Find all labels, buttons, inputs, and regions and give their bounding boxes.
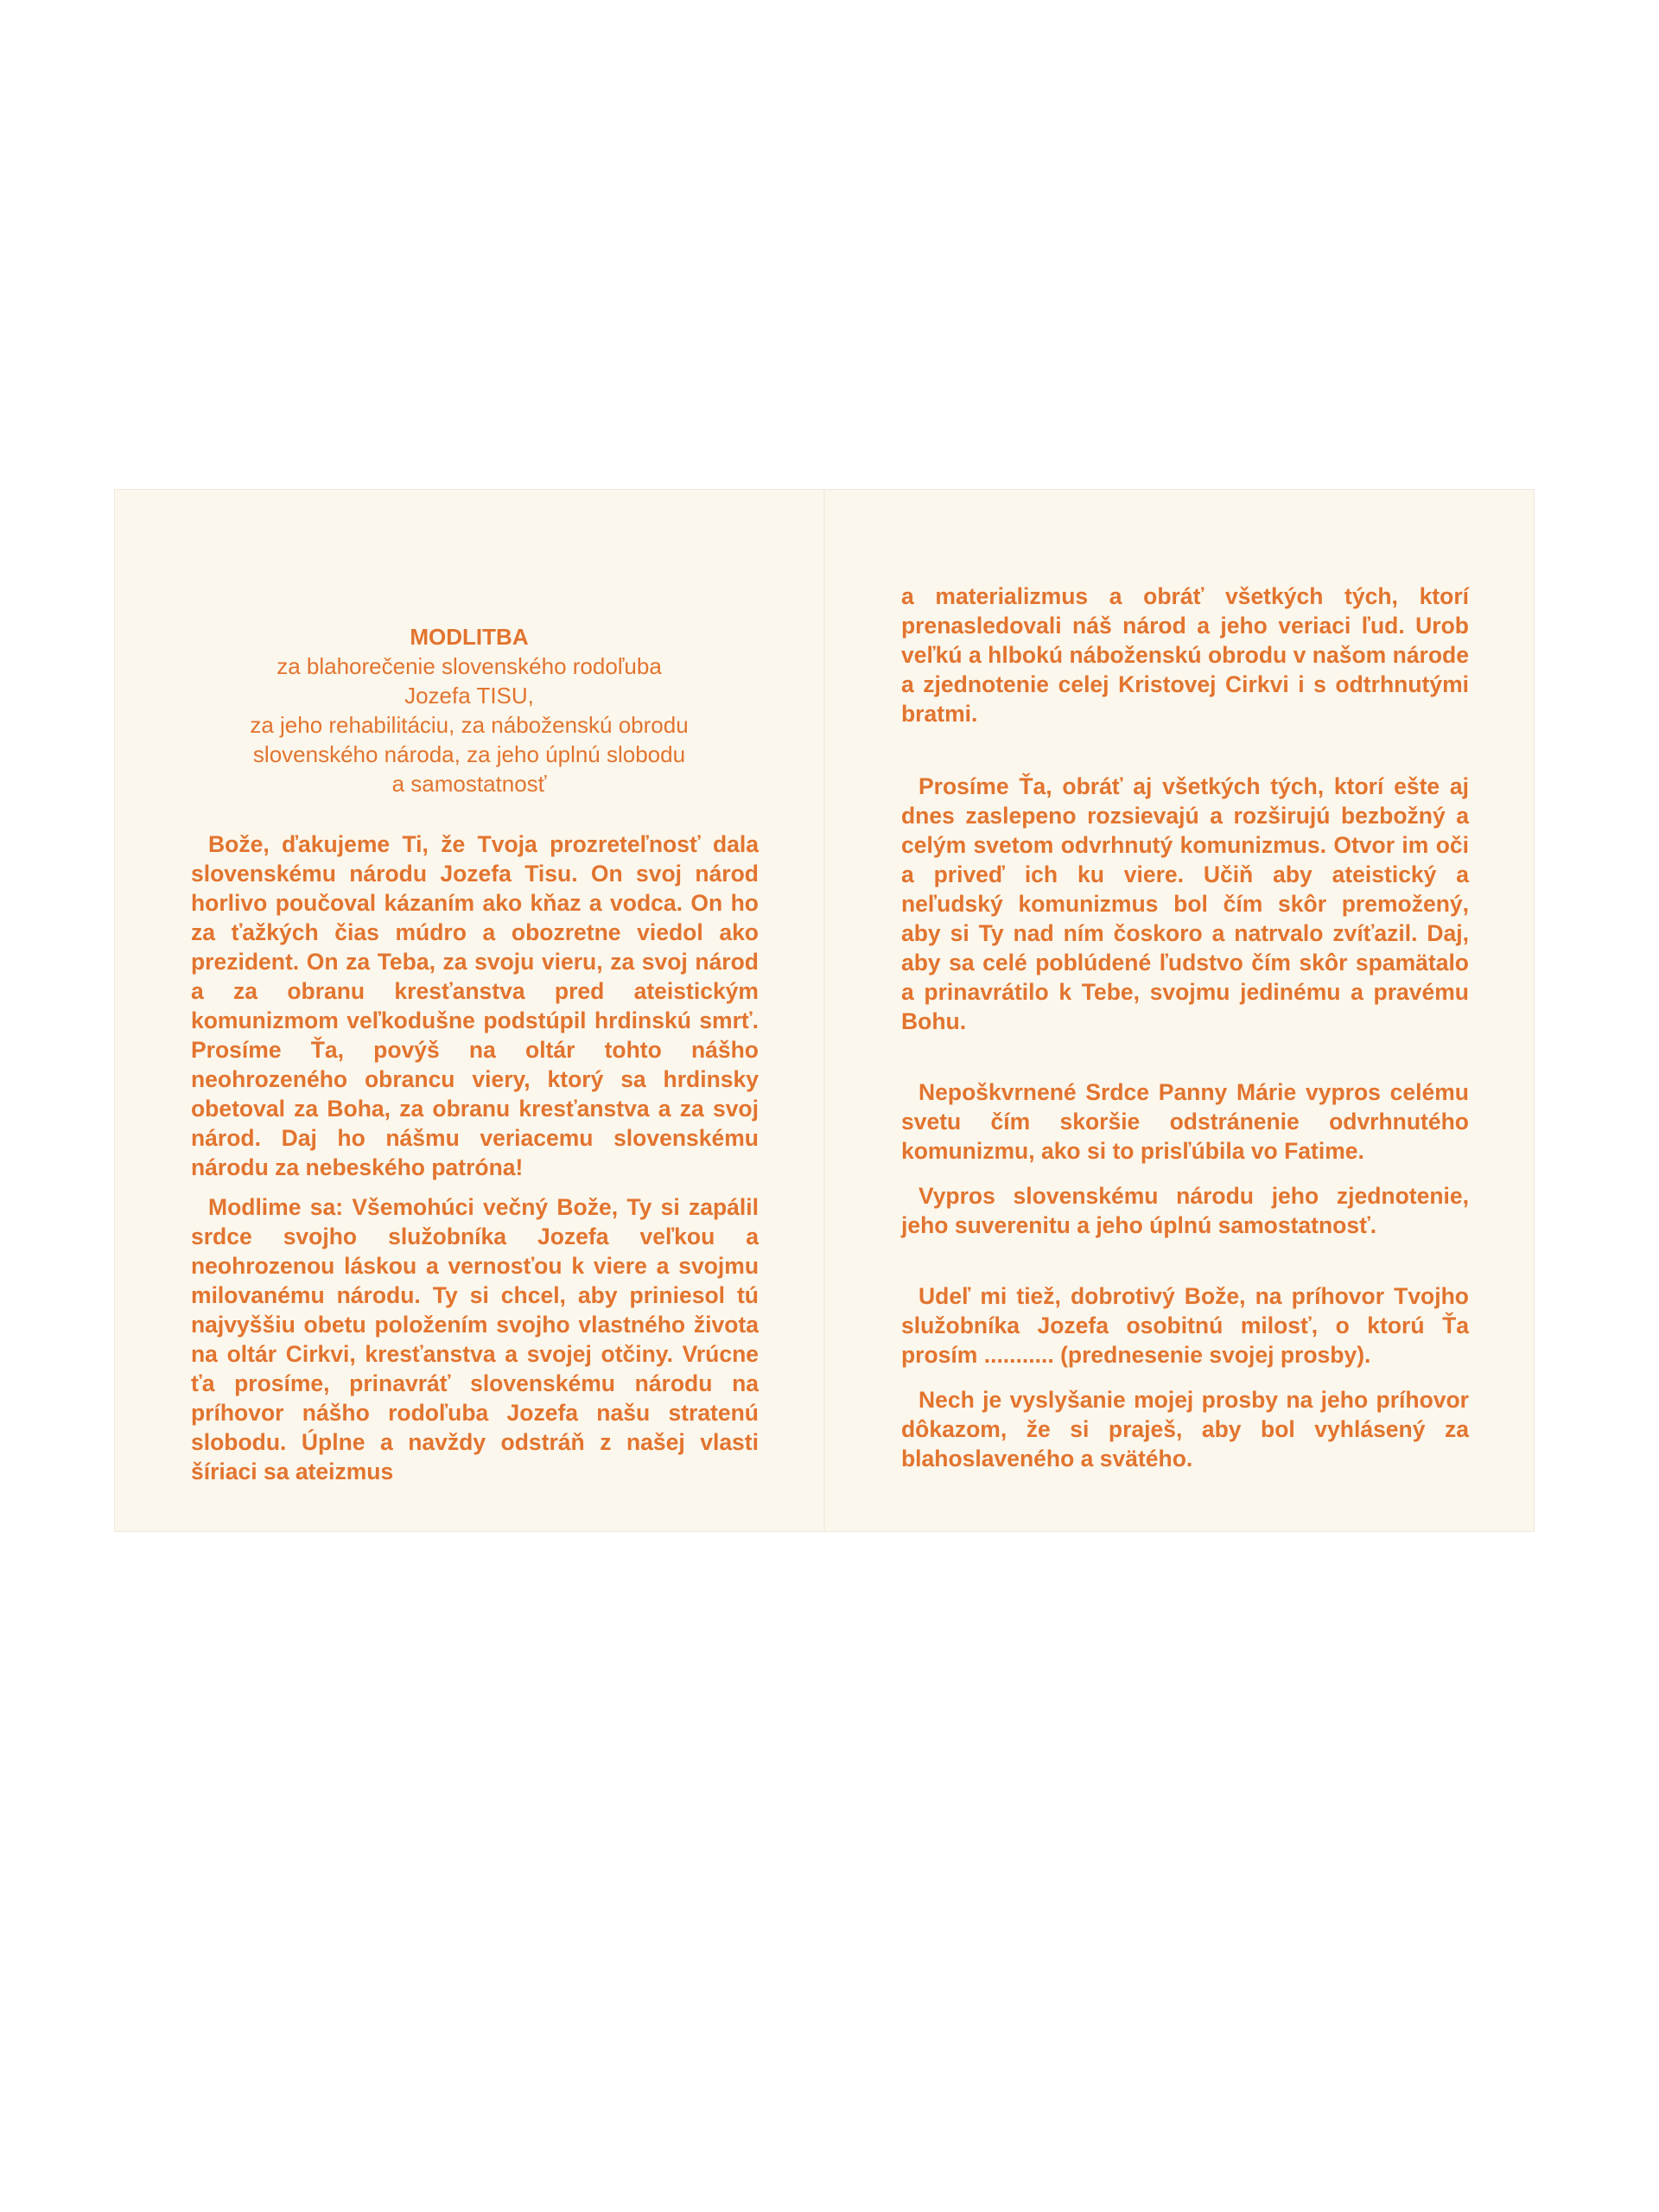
prayer-subtitle: za blahorečenie slovenského rodoľuba Jozefa TISU, za jeho rehabilitáciu, za náboženskú obrodu slovenského národa, za jeho úplnú slobodu a samostatnosť bbox=[250, 653, 689, 797]
paragraph-text: Nech je vyslyšanie mojej prosby na jeho príhovor dôkazom, že si praješ, aby bol vyhlásený za blahoslaveného a svätého. bbox=[901, 1387, 1469, 1471]
right-paragraph-6 bbox=[901, 1385, 1469, 1473]
right-paragraph-5 bbox=[901, 1281, 1469, 1370]
paragraph-text: a materializmus a obráť všetkých tých, ktorí prenasledovali náš národ a jeho veriaci ľud. Urob veľkú a hlbokú náboženskú obrodu v našom národe a zjednotenie celej Kristovej Cirkvi i s odtrhnutými bratmi. bbox=[901, 583, 1469, 727]
right-page bbox=[825, 490, 1534, 1531]
right-paragraph-4 bbox=[901, 1181, 1469, 1240]
paragraph-text: Modlime sa: Všemohúci večný Bože, Ty si zapálil srdce svojho služobníka Jozefa veľkou a neohrozenou láskou a vernosťou k viere a svojmu milovanému národu. Ty si chcel, aby priniesol tú najvyššiu obetu položením svojho vlastného života na oltár Cirkvi, kresťanstva a svojej otčiny. Vrúcne ťa prosíme, prinavráť slovenskému národu na príhovor nášho rodoľuba Jozefa našu stratenú slobodu. Úplne a navždy odstráň z našej vlasti šíriaci sa ateizmus bbox=[191, 1194, 759, 1484]
right-paragraph-3 bbox=[901, 1077, 1469, 1166]
prayer-card bbox=[115, 490, 1534, 1531]
left-page bbox=[115, 490, 823, 1531]
left-paragraph-2 bbox=[191, 1192, 759, 1486]
prayer-heading bbox=[167, 622, 772, 798]
paragraph-text: Nepoškvrnené Srdce Panny Márie vypros celému svetu čím skoršie odstránenie odvrhnutého komunizmu, ako si to prisľúbila vo Fatime. bbox=[901, 1079, 1469, 1164]
paragraph-text: Udeľ mi tiež, dobrotivý Bože, na príhovor Tvojho služobníka Jozefa osobitnú milosť, o ktorú Ťa prosím ........... (prednesenie svojej prosby). bbox=[901, 1283, 1469, 1368]
left-paragraph-1 bbox=[191, 830, 759, 1182]
right-paragraph-2 bbox=[901, 772, 1469, 1036]
paragraph-text: Bože, ďakujeme Ti, že Tvoja prozreteľnosť dala slovenskému národu Jozefa Tisu. On svoj národ horlivo poučoval kázaním ako kňaz a vodca. On ho za ťažkých čias múdro a obozretne viedol ako prezident. On za Teba, za svoju vieru, za svoj národ a za obranu kresťanstva pred ateistickým komunizmom veľkodušne podstúpil hrdinskú smrť. Prosíme Ťa, povýš na oltár tohto nášho neohrozeného obrancu viery, ktorý sa hrdinsky obetoval za Boha, za obranu kresťanstva a za svoj národ. Daj ho nášmu veriacemu slovenskému národu za nebeského patróna! bbox=[191, 831, 759, 1180]
paragraph-text: Vypros slovenskému národu jeho zjednotenie, jeho suverenitu a jeho úplnú samostatnosť. bbox=[901, 1183, 1469, 1238]
right-paragraph-1 bbox=[901, 582, 1469, 728]
prayer-title: MODLITBA bbox=[410, 624, 529, 650]
paragraph-text: Prosíme Ťa, obráť aj všetkých tých, ktorí ešte aj dnes zaslepeno rozsievajú a rozširujú bezbožný a celým svetom odvrhnutý komunizmus. Otvor im oči a priveď ich ku viere. Učiň aby ateistický a neľudský komunizmus bol čím skôr premožený, aby si Ty nad ním čoskoro a natrvalo zvíťazil. Daj, aby sa celé poblúdené ľudstvo čím skôr spamätalo a prinavrátilo k Tebe, svojmu jedinému a pravému Bohu. bbox=[901, 773, 1469, 1034]
